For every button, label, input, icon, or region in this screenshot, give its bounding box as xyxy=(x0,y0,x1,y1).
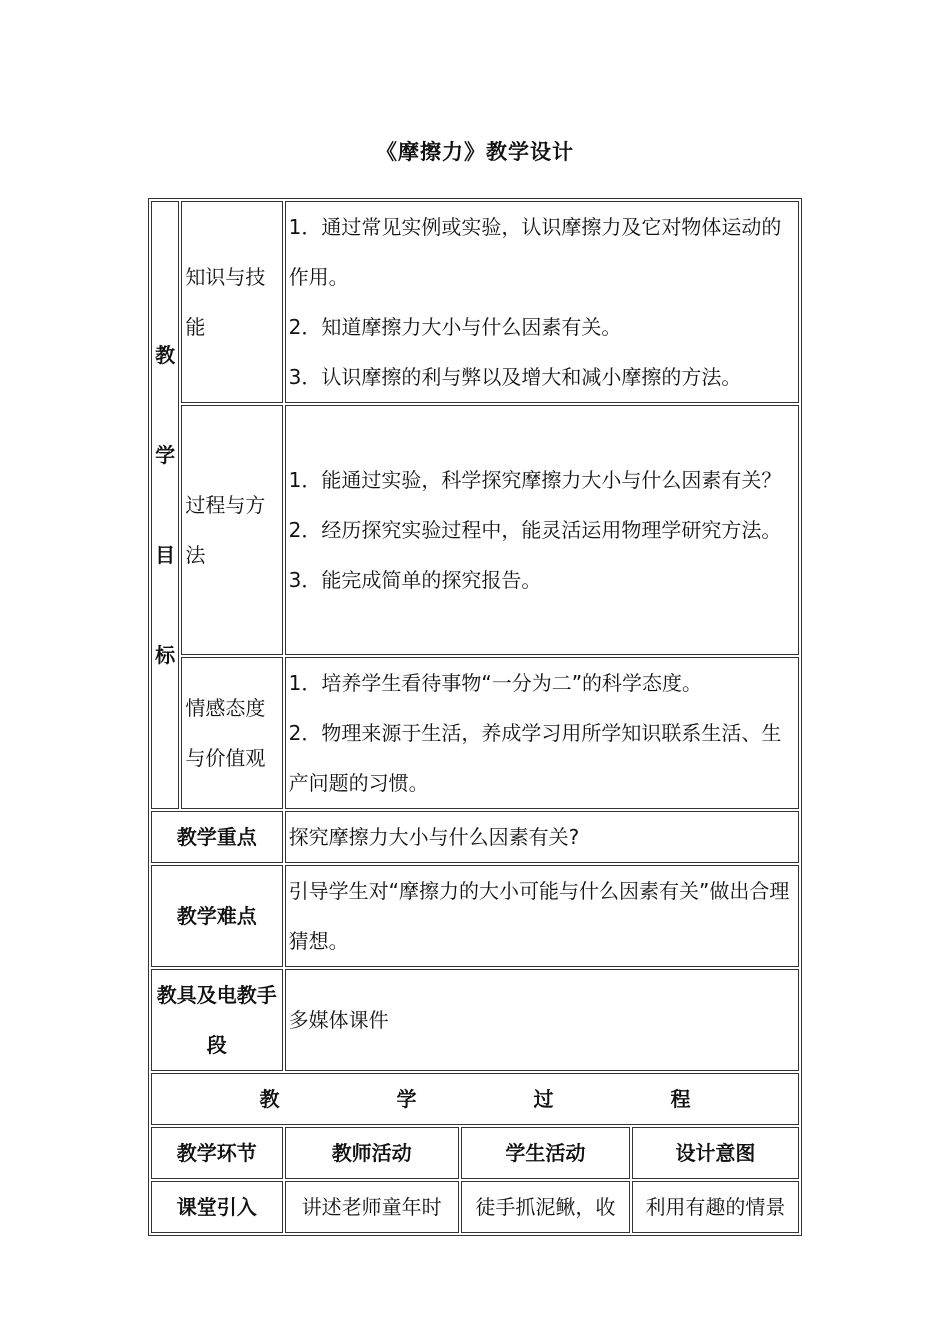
process-header-char: 学 xyxy=(396,1087,417,1111)
difficulty-row xyxy=(151,865,799,967)
column-header: 教师活动 xyxy=(285,1127,459,1179)
objective-category: 知识与技能 xyxy=(181,201,282,403)
objectives-label xyxy=(151,201,179,809)
process-header xyxy=(151,1073,799,1125)
objective-line: 2．物理来源于生活，养成学习用所学知识联系生活、生产问题的习惯。 xyxy=(288,721,782,795)
objective-content xyxy=(285,201,799,403)
objective-row-emotion xyxy=(151,657,799,809)
objective-line: 1．培养学生看待事物“一分为二”的科学态度。 xyxy=(288,671,703,695)
process-row xyxy=(151,1181,799,1233)
column-header: 教学环节 xyxy=(151,1127,283,1179)
design-intent-cell: 利用有趣的情景 xyxy=(632,1181,799,1233)
process-columns-row xyxy=(151,1127,799,1179)
teacher-activity-cell: 讲述老师童年时 xyxy=(285,1181,459,1233)
objective-category: 过程与方法 xyxy=(181,405,282,655)
tools-text: 多媒体课件 xyxy=(285,969,799,1071)
objective-line: 2．经历探究实验过程中，能灵活运用物理学研究方法。 xyxy=(288,518,782,542)
key-point-text: 探究摩擦力大小与什么因素有关? xyxy=(285,811,799,863)
objective-line: 1．能通过实验，科学探究摩擦力大小与什么因素有关？ xyxy=(288,468,782,492)
column-header: 设计意图 xyxy=(632,1127,799,1179)
process-header-row xyxy=(151,1073,799,1125)
objectives-label-char: 标 xyxy=(155,643,176,667)
objective-category: 情感态度与价值观 xyxy=(181,657,282,809)
objective-line: 3．能完成简单的探究报告。 xyxy=(288,568,542,592)
difficulty-text: 引导学生对“摩擦力的大小可能与什么因素有关”做出合理猜想。 xyxy=(285,865,799,967)
objective-line: 1．通过常见实例或实验，认识摩擦力及它对物体运动的作用。 xyxy=(288,215,782,289)
objective-row-knowledge xyxy=(151,201,799,403)
objectives-label-char: 教 xyxy=(155,343,176,367)
tools-label: 教具及电教手段 xyxy=(151,969,283,1071)
stage-cell: 课堂引入 xyxy=(151,1181,283,1233)
objectives-label-char: 目 xyxy=(155,543,176,567)
column-header: 学生活动 xyxy=(461,1127,630,1179)
lesson-plan-table xyxy=(148,198,802,1236)
objectives-label-char: 学 xyxy=(155,443,176,467)
objective-content xyxy=(285,405,799,655)
key-point-label: 教学重点 xyxy=(151,811,283,863)
process-header-char: 过 xyxy=(533,1087,554,1111)
process-header-char: 教 xyxy=(259,1087,280,1111)
document-title: 《摩擦力》教学设计 xyxy=(376,140,574,164)
objective-line: 2．知道摩擦力大小与什么因素有关。 xyxy=(288,315,622,339)
process-header-char: 程 xyxy=(670,1087,691,1111)
objective-line: 3．认识摩擦的利与弊以及增大和减小摩擦的方法。 xyxy=(288,365,742,389)
tools-row xyxy=(151,969,799,1071)
difficulty-label: 教学难点 xyxy=(151,865,283,967)
objective-row-process xyxy=(151,405,799,655)
student-activity-cell: 徒手抓泥鳅，收 xyxy=(461,1181,630,1233)
key-point-row xyxy=(151,811,799,863)
objective-content xyxy=(285,657,799,809)
